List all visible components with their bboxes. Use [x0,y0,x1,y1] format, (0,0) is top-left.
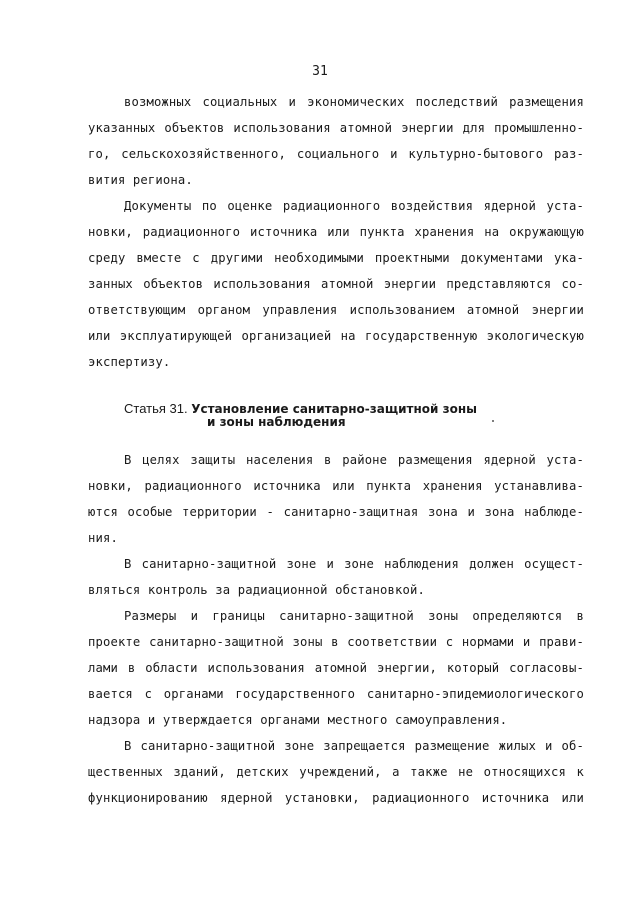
text-line: экспертизу. [88,355,171,369]
article-title-line-1: Установление санитарно-защитной зоны [191,402,477,416]
article-heading-continued [207,414,346,429]
text-line: В целях защиты населения в районе размещения ядерной уста- [124,453,584,467]
text-line: Документы по оценке радиационного воздействия ядерной уста- [124,199,584,213]
text-line: ния. [88,531,118,545]
text-line: проекте санитарно-защитной зоны в соответствии с нормами и прави- [88,635,584,649]
text-line: указанных объектов использования атомной энергии для промышленно- [88,121,584,135]
text-line: Размеры и границы санитарно-защитной зоны определяются в [124,609,584,623]
scan-speck [492,420,494,422]
text-line: новки, радиационного источника или пункта хранения устанавлива- [88,479,584,493]
page-number: 31 [312,64,328,79]
text-line: ются особые территории - санитарно-защитная зона и зона наблюде- [88,505,584,519]
text-line: ответствующим органом управления использованием атомной энергии [88,303,584,317]
text-line: лами в области использования атомной энергии, который согласовы- [88,661,584,675]
text-line: новки, радиационного источника или пункта хранения на окружающую [88,225,584,239]
text-line: щественных зданий, детских учреждений, а также не относящихся к [88,765,584,779]
text-line: вляться контроль за радиационной обстановкой. [88,583,425,597]
text-line: занных объектов использования атомной энергии представляются со- [88,277,584,291]
text-line: В санитарно-защитной зоне и зоне наблюдения должен осущест- [124,557,584,571]
text-line: В санитарно-защитной зоне запрещается размещение жилых и об- [124,739,584,753]
text-line: го, сельскохозяйственного, социального и культурно-бытового раз- [88,147,584,161]
text-line: или эксплуатирующей организацией на государственную экологическую [88,329,584,343]
text-line: вития региона. [88,173,193,187]
text-line: функционированию ядерной установки, радиационного источника или [88,791,584,805]
text-line: надзора и утверждается органами местного самоуправления. [88,713,508,727]
text-line: возможных социальных и экономических последствий размещения [124,95,584,109]
text-line: среду вместе с другими необходимыми проектными документами ука- [88,251,584,265]
text-line: вается с органами государственного санитарно-эпидемиологического [88,687,584,701]
article-label: Статья 31. [124,401,188,416]
article-title-line-2: и зоны наблюдения [207,415,346,429]
